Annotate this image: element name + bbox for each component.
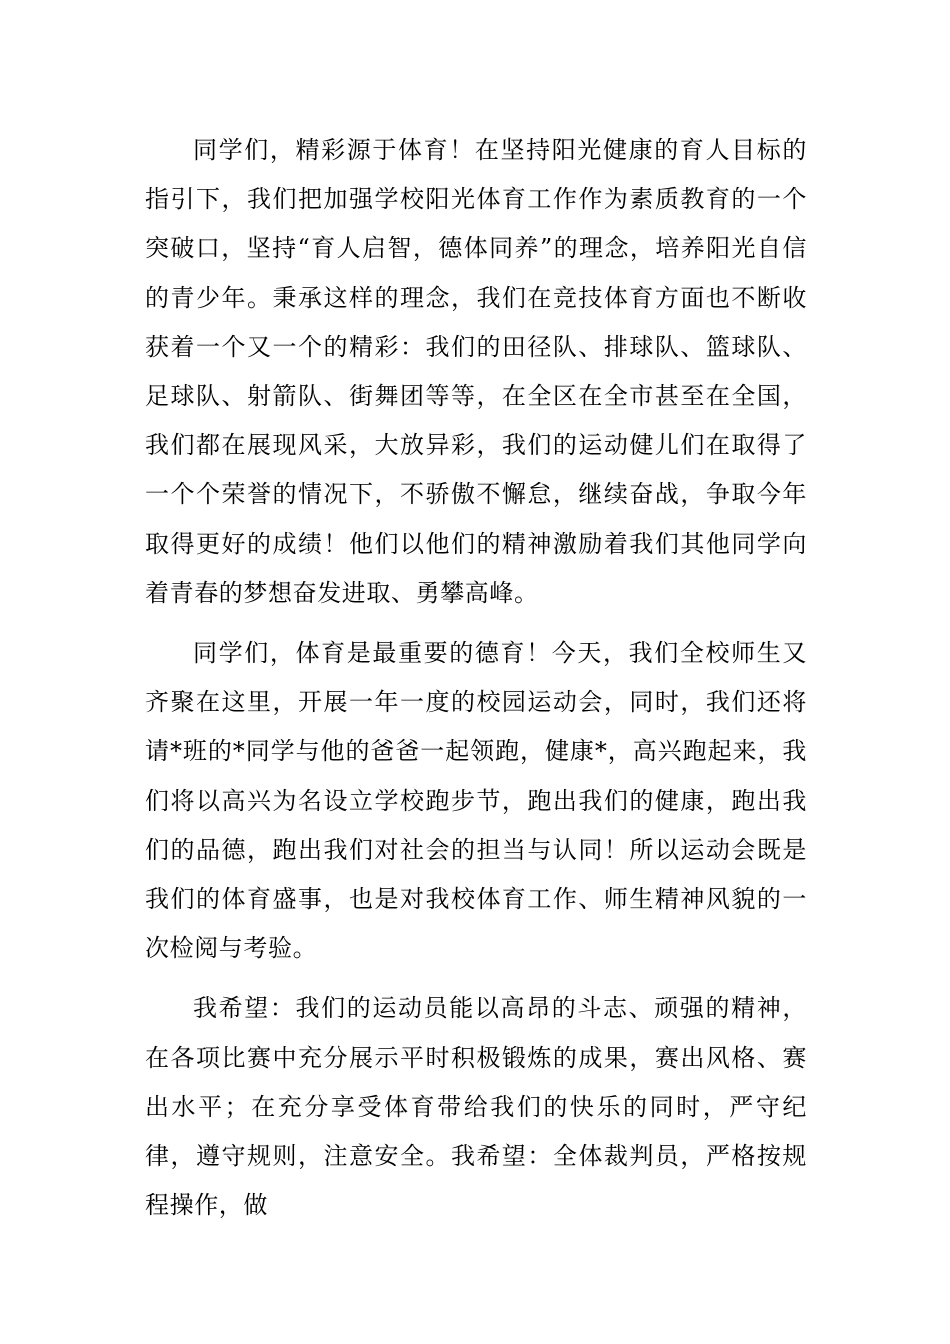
document-body [145, 126, 807, 1241]
paragraph-sports-moral-education: 同学们，体育是最重要的德育！今天，我们全校师生又齐聚在这里，开展一年一度的校园运动会，同时，我们还将请*班的*同学与他的爸爸一起领跑，健康*，高兴跑起来，我们将以高兴为名设立学校跑步节，跑出我们的健康，跑出我们的品德，跑出我们对社会的担当与认同！所以运动会既是我们的体育盛事，也是对我校体育工作、师生精神风貌的一次检阅与考验。 [145, 639, 807, 963]
paragraph-sports-brilliance: 同学们，精彩源于体育！在坚持阳光健康的育人目标的指引下，我们把加强学校阳光体育工作作为素质教育的一个突破口，坚持“育人启智，德体同养”的理念，培养阳光自信的青少年。秉承这样的理念，我们在竞技体育方面也不断收获着一个又一个的精彩：我们的田径队、排球队、篮球队、足球队、射箭队、街舞团等等，在全区在全市甚至在全国，我们都在展现风采，大放异彩，我们的运动健儿们在取得了一个个荣誉的情况下，不骄傲不懈怠，继续奋战，争取今年取得更好的成绩！他们以他们的精神激励着我们其他同学向着青春的梦想奋发进取、勇攀高峰。 [145, 136, 807, 607]
paragraph-hopes: 我希望：我们的运动员能以高昂的斗志、顽强的精神，在各项比赛中充分展示平时积极锻炼的成果，赛出风格、赛出水平；在充分享受体育带给我们的快乐的同时，严守纪律，遵守规则，注意安全。我希望：全体裁判员，严格按规程操作，做 [145, 994, 807, 1220]
